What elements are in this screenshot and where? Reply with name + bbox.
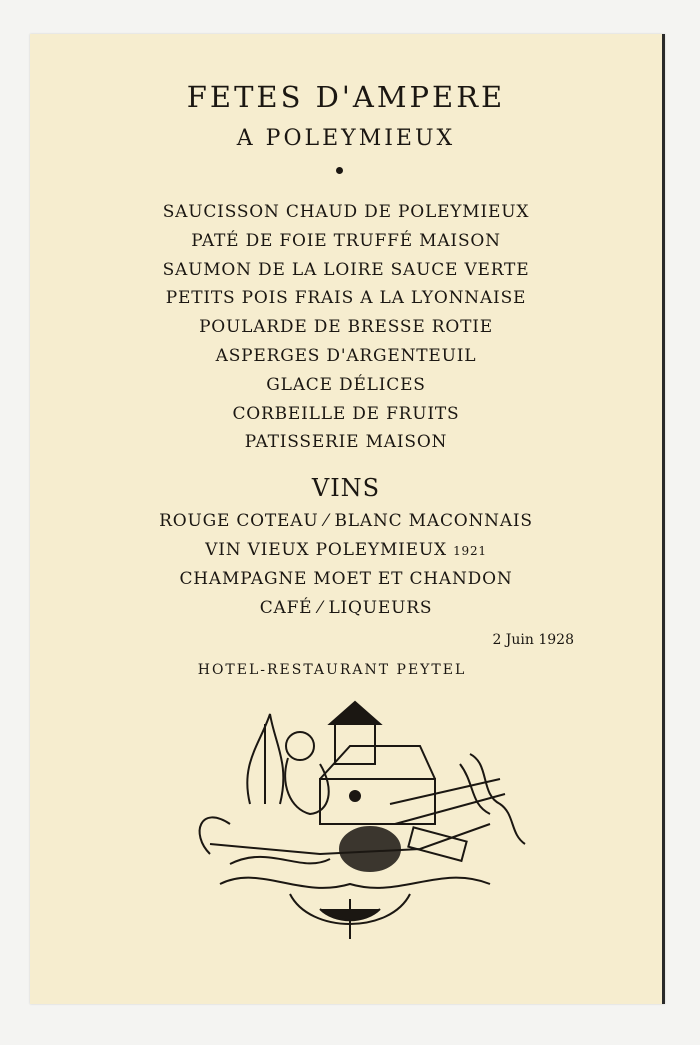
dish-item: ASPERGES D'ARGENTEUIL [215, 346, 477, 366]
menu-date: 2 Juin 1928 [492, 632, 574, 648]
dish-item: SAUCISSON CHAUD DE POLEYMIEUX [162, 202, 530, 222]
dish-item: SAUMON DE LA LOIRE SAUCE VERTE [162, 260, 530, 280]
menu-title: FETES D'AMPERE [186, 80, 506, 114]
menu-subtitle: A POLEYMIEUX [236, 126, 456, 151]
dish-item: CORBEILLE DE FRUITS [232, 404, 460, 424]
menu-card [30, 34, 665, 1004]
wine-year: 1921 [453, 544, 487, 558]
dish-item: PETITS POIS FRAIS A LA LYONNAISE [165, 288, 527, 308]
dish-item: PATÉ DE FOIE TRUFFÉ MAISON [191, 231, 501, 251]
vins-heading: VINS [311, 474, 381, 502]
wine-item [30, 540, 662, 560]
wine-name: VIN VIEUX POLEYMIEUX [205, 540, 454, 560]
dish-item: GLACE DÉLICES [266, 375, 426, 395]
wine-item: ROUGE COTEAU ⁄ BLANC MACONNAIS [159, 511, 533, 531]
engraving-vignette-illustration [170, 684, 530, 944]
dish-item: POULARDE DE BRESSE ROTIE [199, 317, 493, 337]
hotel-name: HOTEL-RESTAURANT PEYTEL [197, 662, 467, 678]
bullet-dot [336, 167, 343, 174]
wine-item: CAFÉ ⁄ LIQUEURS [259, 598, 433, 618]
wine-item: CHAMPAGNE MOET ET CHANDON [179, 569, 513, 589]
dish-item: PATISSERIE MAISON [244, 432, 448, 452]
